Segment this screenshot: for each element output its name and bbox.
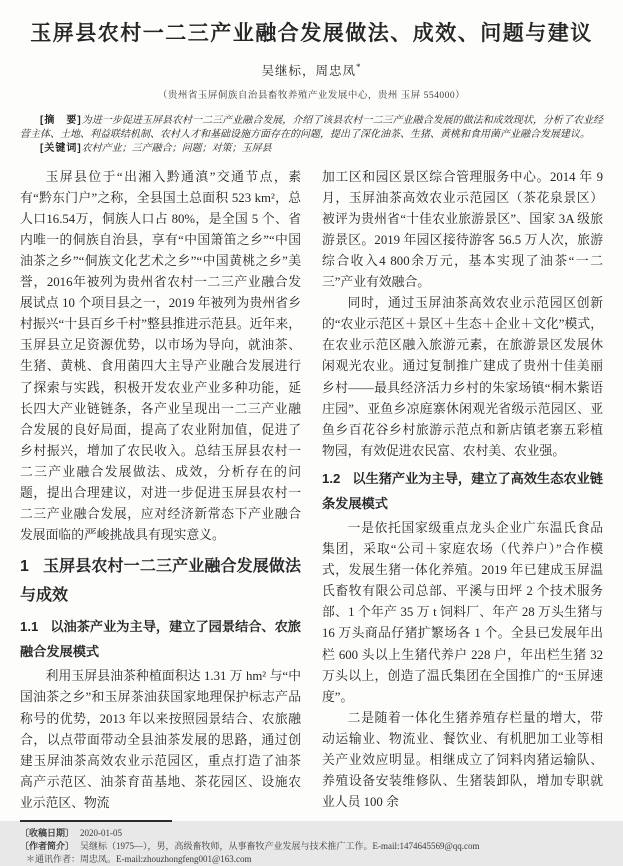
section-1-title: 玉屏县农村一二三产业融合发展做法与成效 — [20, 558, 301, 605]
abstract-label: [摘 要] — [40, 115, 82, 127]
section-1-2-paragraph-2: 二是随着一体化生猪养殖存栏量的增大，带动运输业、物流业、餐饮业、有机肥加工业等相关产业效应明显。相继成立了饲料肉猪运输队、养殖设备安装维修队、生猪装卸队，增加专职就业人员 100 余 — [322, 710, 603, 810]
author-bio-label: 〔作者简介〕 — [20, 840, 75, 851]
authors-line — [20, 61, 603, 79]
corresponding-author-mark: * — [356, 62, 362, 73]
section-1-1-paragraph-2: 同时，通过玉屏油茶高效农业示范园区创新的“农业示范区＋景区＋生态＋企业＋文化”模式，在农业示范区融入旅游元素，在旅游景区发展休闲观光农业。通过复制推广建成了贵州十佳美丽乡村——最具经济活力乡村的朱家场镇“桐木紫语庄园”、亚鱼乡凉庭寨休闲观光省级示范园区、亚鱼乡百花谷乡村旅游示范点和新店镇老寨五彩植物园，有效促进农民富、农村美、农业强。 — [322, 296, 603, 458]
author-bio-text: 吴继标（1975—），男，高级畜牧师，从事畜牧产业发展与技术推广工作。E-mail:1474645569@qq.com — [80, 840, 480, 851]
abstract-paragraph — [20, 114, 603, 142]
section-1-1-title: 以油茶产业为主导，建立了园景结合、农旅融合发展模式 — [20, 619, 301, 660]
abstract-section — [20, 114, 603, 155]
received-date-value: 2020-01-05 — [80, 827, 123, 838]
section-1-1-heading — [20, 614, 301, 664]
section-1-2-number: 1.2 — [322, 470, 341, 486]
section-1-heading — [20, 552, 301, 610]
footnote-divider — [20, 820, 172, 822]
section-1-2-title: 以生猪产业为主导，建立了高效生态农业链条发展模式 — [322, 470, 603, 511]
corresponding-author-line: ＊通讯作者：周忠凤。E-mail:zhouzhongfeng001@163.com — [26, 853, 252, 864]
left-column — [20, 167, 301, 814]
paper-title: 玉屏县农村一二三产业融合发展做法、成效、问题与建议 — [30, 21, 593, 45]
section-1-1-number: 1.1 — [20, 619, 39, 635]
right-column — [322, 167, 603, 814]
author-names: 吴继标，周忠凤 — [261, 64, 356, 79]
received-date-label: 〔收稿日期〕 — [20, 827, 75, 838]
section-1-2-paragraph-1: 一是依托国家级重点龙头企业广东温氏食品集团，采取“公司＋家庭农场（代养户）”合作模式，发展生猪一体化养殖。2019 年已建成玉屏温氏畜牧有限公司总部、平溪与田坪 2 个技术服务部、1 个年产 35 万 t 饲料厂、年产 28 万头生猪与 16 万头商品仔猪扩繁场各 1 个。全县已发展年出栏 600 头以上生猪代养户 228 户，年出栏生猪 32 万头以上，创造了温氏集团在全国推广的“玉屏速度”。 — [322, 520, 603, 704]
section-1-1-paragraph: 利用玉屏县油茶种植面积达 1.31 万 hm² 与“中国油茶之乡”和玉屏茶油获国家地理保护标志产品称号的优势，2013 年以来按照园景结合、农旅融合，以点带面带动全县油茶发展的思路，通过创建玉屏油茶高效农业示范园区，重点打造了油茶高产示范区、油茶育苗基地、茶花园区、设施农业示范区、物流 — [20, 669, 301, 810]
abstract-text: 为进一步促进玉屏县农村一二三产业融合发展，介绍了该县农村一二三产业融合发展的做法和成效现状，分析了农业经营主体、土地、利益联结机制、农村人才和基础设施方面存在的问题，提出了深化油茶、生猪、黄桃和食用菌产业融合发展建议。 — [20, 115, 603, 141]
keywords-label: [关键词] — [40, 142, 82, 154]
keywords-text: 农村产业；三产融合；问题；对策；玉屏县 — [81, 142, 272, 154]
keywords-line — [20, 142, 603, 156]
received-date-line — [20, 827, 603, 840]
section-1-2-heading — [322, 466, 603, 516]
affiliation: （贵州省玉屏侗族自治县畜牧养殖产业发展中心，贵州 玉屏 554000） — [157, 91, 466, 102]
section-1-number: 1 — [20, 558, 29, 576]
intro-paragraph: 玉屏县位于“出湘入黔通滇”交通节点，素有“黔东门户”之称，全县国土总面积 523 km²，总人口16.54万，侗族人口占 80%，是全国 5 个、省内唯一的侗族自治县，享有“中国箫笛之乡”“中国油茶之乡”“侗族文化艺术之乡”“中国黄桃之乡”美誉，2016年被列为贵州省农村一二三产业融合发展试点 10 个项目县之一，2019 年被列为贵州省乡村振兴“十县百乡千村”整县推进示范县。近年来，玉屏县立足资源优势，以市场为导向，就油茶、生猪、黄桃、食用菌四大主导产业融合发展进行了探索与实践，积极开发农业产业多种功能，延长四大产业链链条，各产业呈现出一二三产业融合发展的良好局面，提高了农业附加值，促进了乡村振兴，增加了农民收入。总结玉屏县农村一二三产业融合发展做法、成效，分析存在的问题，提出合理建议，对进一步促进玉屏县农村一二三产业融合发展，应对经济新常态下产业融合发展面临的严峻挑战具有现实意义。 — [20, 169, 301, 543]
section-1-1-paragraph-continued: 加工区和园区景区综合管理服务中心。2014 年 9 月，玉屏油茶高效农业示范园区（茶花泉景区）被评为贵州省“十佳农业旅游景区”、国家 3A 级旅游景区。2019 年园区接待游客 56.5 万人次，旅游综合收入4 800余万元，基本实现了油茶“一二三”产业有效融合。 — [322, 169, 603, 290]
footnotes — [20, 827, 603, 866]
body-columns — [20, 167, 603, 814]
author-bio-line — [20, 840, 603, 853]
